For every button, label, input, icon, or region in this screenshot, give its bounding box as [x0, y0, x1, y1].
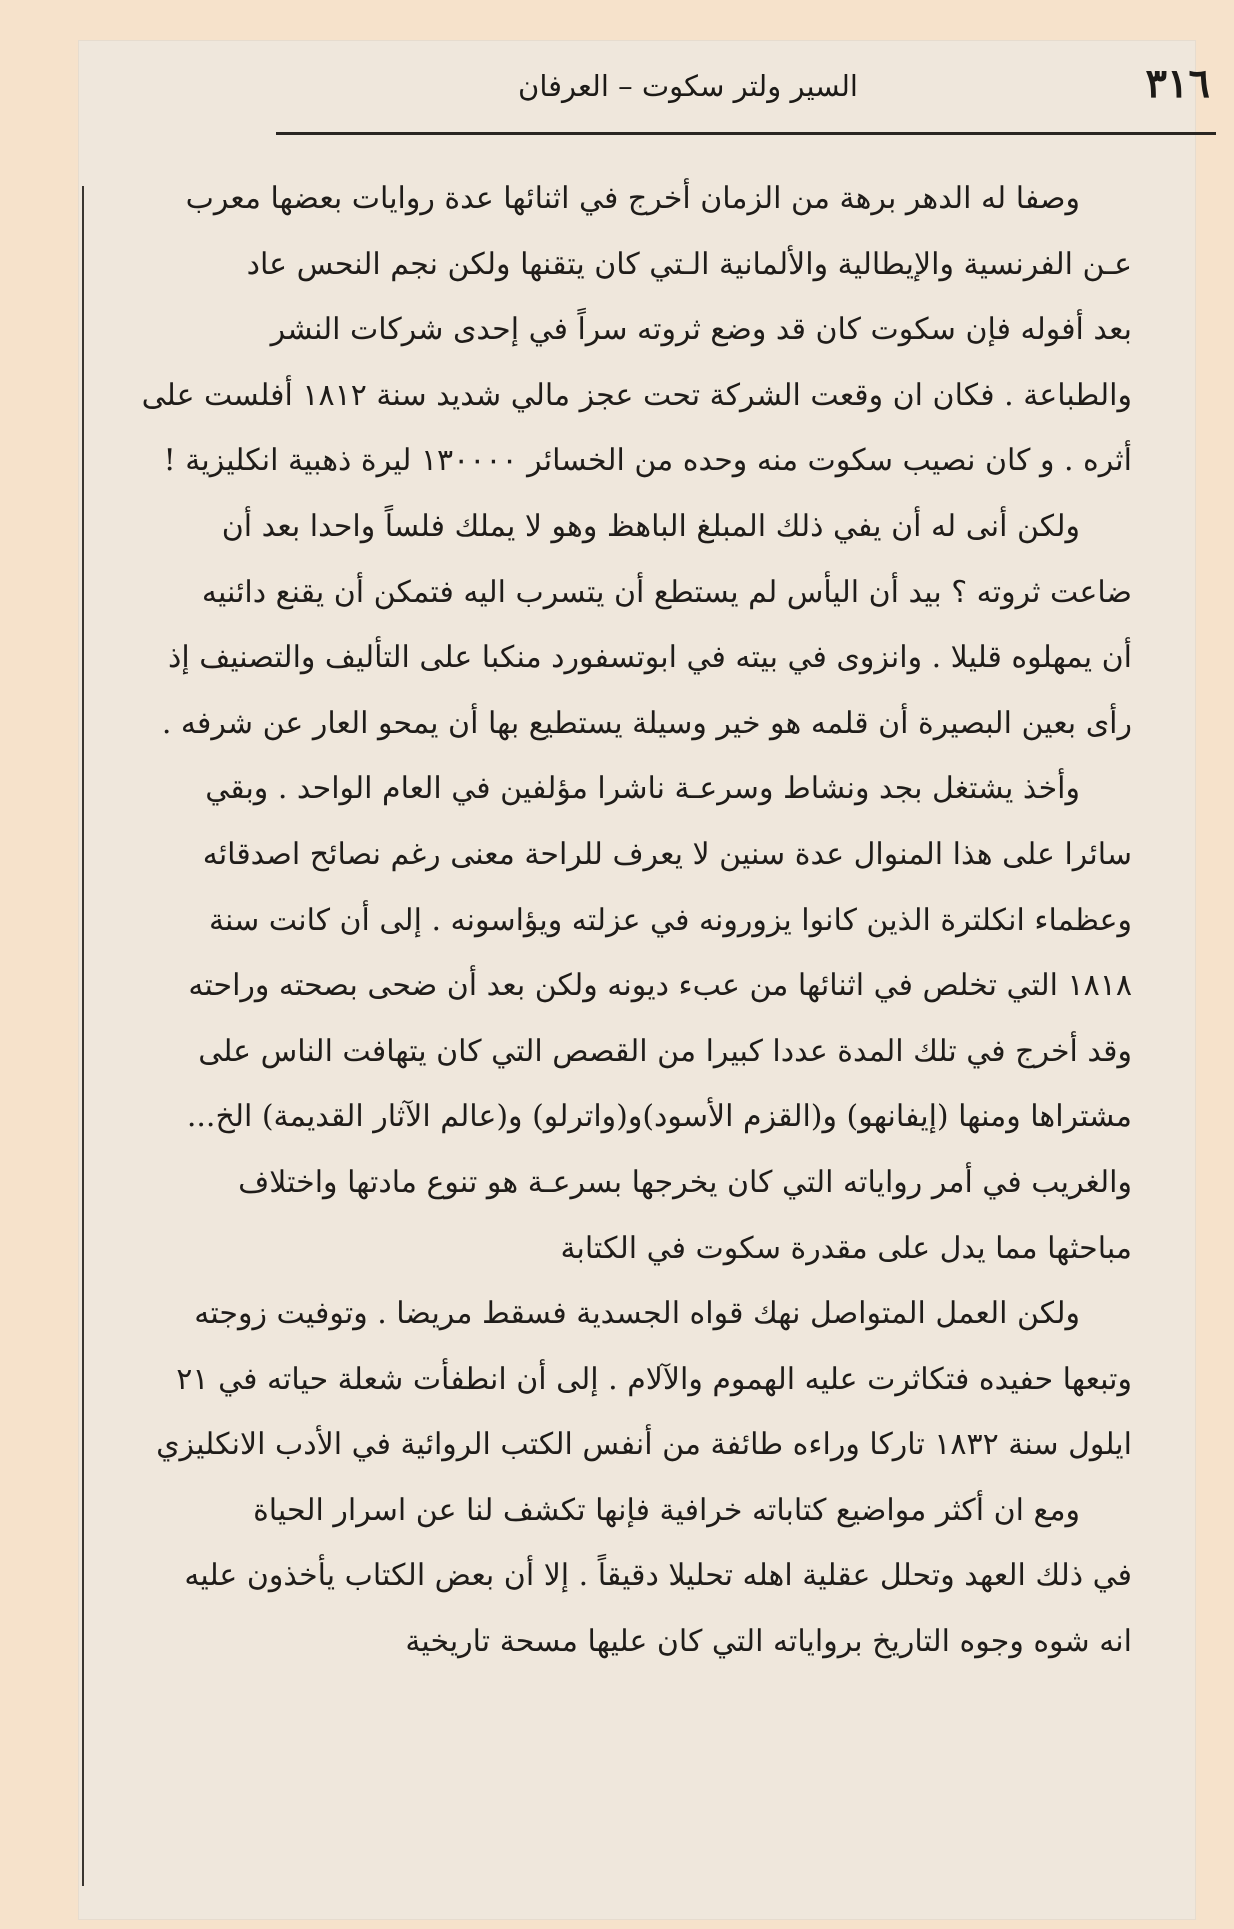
text-line: ايلول سنة ١٨٣٢ تاركا وراءه طائفة من أنفس الكتب الروائية في الأدب الانكليزي — [156, 1427, 1132, 1463]
text-line: رأى بعين البصيرة أن قلمه هو خير وسيلة يستطيع بها أن يمحو العار عن شرفه . — [161, 705, 1132, 741]
text-line: أثره . و كان نصيب سكوت منه وحده من الخسائر ١٣٠٠٠٠ ليرة ذهبية انكليزية ! — [163, 443, 1132, 479]
text-line: ولكن أنى له أن يفي ذلك المبلغ الباهظ وهو لا يملك فلساً واحدا بعد أن — [221, 508, 1080, 544]
text-line: عـن الفرنسية والإيطالية والألمانية الـتي كان يتقنها ولكن نجم النحس عاد — [246, 246, 1132, 282]
text-line: في ذلك العهد وتحلل عقلية اهله تحليلا دقيقاً . إلا أن بعض الكتاب يأخذون عليه — [184, 1558, 1132, 1594]
text-line: وعظماء انكلترة الذين كانوا يزورونه في عزلته ويؤاسونه . إلى أن كانت سنة — [208, 902, 1132, 938]
text-line: ضاعت ثروته ؟ بيد أن اليأس لم يستطع أن يتسرب اليه فتمكن أن يقنع دائنيه — [201, 574, 1132, 610]
page-number: ٣١٦ — [1145, 60, 1210, 107]
text-line: بعد أفوله فإن سكوت كان قد وضع ثروته سراً في إحدى شركات النشر — [270, 312, 1132, 348]
text-line: وقد أخرج في تلك المدة عددا كبيرا من القصص التي كان يتهافت الناس على — [198, 1033, 1132, 1069]
text-line: وتبعها حفيده فتكاثرت عليه الهموم والآلام . إلى أن انطفأت شعلة حياته في ٢١ — [176, 1361, 1132, 1397]
text-line: أن يمهلوه قليلا . وانزوى في بيته في ابوتسفورد منكبا على التأليف والتصنيف إذ — [167, 640, 1132, 676]
running-head: السير ولتر سكوت – العرفان — [518, 69, 858, 103]
book-page — [78, 40, 1210, 1920]
text-line: سائرا على هذا المنوال عدة سنين لا يعرف للراحة معنى رغم نصائح اصدقائه — [202, 836, 1132, 872]
text-line: ١٨١٨ التي تخلص في اثنائها من عبء ديونه ولكن بعد أن ضحى بصحته وراحته — [188, 968, 1132, 1004]
text-line: انه شوه وجوه التاريخ برواياته التي كان عليها مسحة تاريخية — [405, 1624, 1132, 1660]
text-line: ومع ان أكثر مواضيع كتاباته خرافية فإنها تكشف لنا عن اسرار الحياة — [253, 1492, 1080, 1528]
page-header — [278, 40, 1234, 124]
body-text — [78, 166, 1140, 1866]
text-line: والطباعة . فكان ان وقعت الشركة تحت عجز مالي شديد سنة ١٨١٢ أفلست على — [141, 377, 1132, 413]
text-line: ولكن العمل المتواصل نهك قواه الجسدية فسقط مريضا . وتوفيت زوجته — [194, 1296, 1080, 1332]
text-line: مشتراها ومنها (إيفانهو) و(القزم الأسود)و(واترلو) و(عالم الآثار القديمة) الخ... — [186, 1099, 1132, 1135]
text-line: وصفا له الدهر برهة من الزمان أخرج في اثنائها عدة روايات بعضها معرب — [185, 181, 1080, 216]
text-line: مباحثها مما يدل على مقدرة سكوت في الكتابة — [560, 1230, 1132, 1266]
text-line: وأخذ يشتغل بجد ونشاط وسرعـة ناشرا مؤلفين في العام الواحد . وبقي — [205, 771, 1080, 807]
text-line: والغريب في أمر رواياته التي كان يخرجها بسرعـة هو تنوع مادتها واختلاف — [238, 1164, 1132, 1200]
header-rule — [276, 132, 1216, 135]
